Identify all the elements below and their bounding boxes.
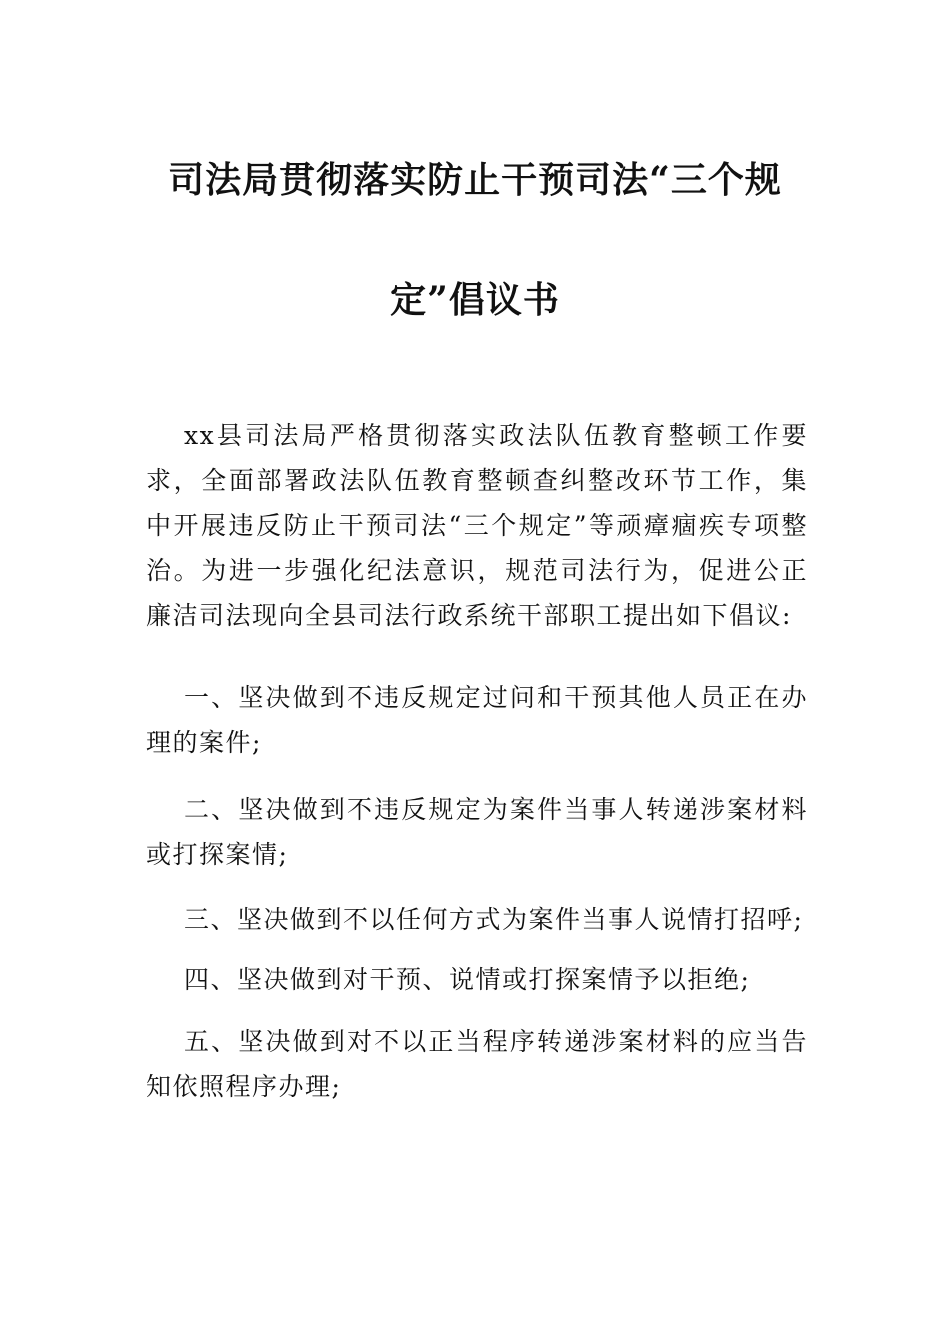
document-title-line-2: 定”倡议书 bbox=[390, 279, 560, 321]
proposal-item-5: 五、坚决做到对不以正当程序转递涉案材料的应当告知依照程序办理; bbox=[146, 1027, 808, 1101]
proposal-item-2: 二、坚决做到不违反规定为案件当事人转递涉案材料或打探案情; bbox=[146, 795, 808, 869]
proposal-item-1: 一、坚决做到不违反规定过问和干预其他人员正在办理的案件; bbox=[146, 683, 808, 757]
proposal-item-4: 四、坚决做到对干预、说情或打探案情予以拒绝; bbox=[184, 965, 751, 994]
proposal-item-3: 三、坚决做到不以任何方式为案件当事人说情打招呼; bbox=[184, 905, 804, 934]
intro-paragraph: xx县司法局严格贯彻落实政法队伍教育整顿工作要求，全面部署政法队伍教育整顿查纠整改环节工作，集中开展违反防止干预司法“三个规定”等顽瘴痼疾专项整治。为进一步强化纪法意识，规范司法行为，促进公正廉洁司法现向全县司法行政系统干部职工提出如下倡议: bbox=[146, 421, 808, 630]
document-title-line-1: 司法局贯彻落实防止干预司法“三个规 bbox=[168, 159, 782, 201]
